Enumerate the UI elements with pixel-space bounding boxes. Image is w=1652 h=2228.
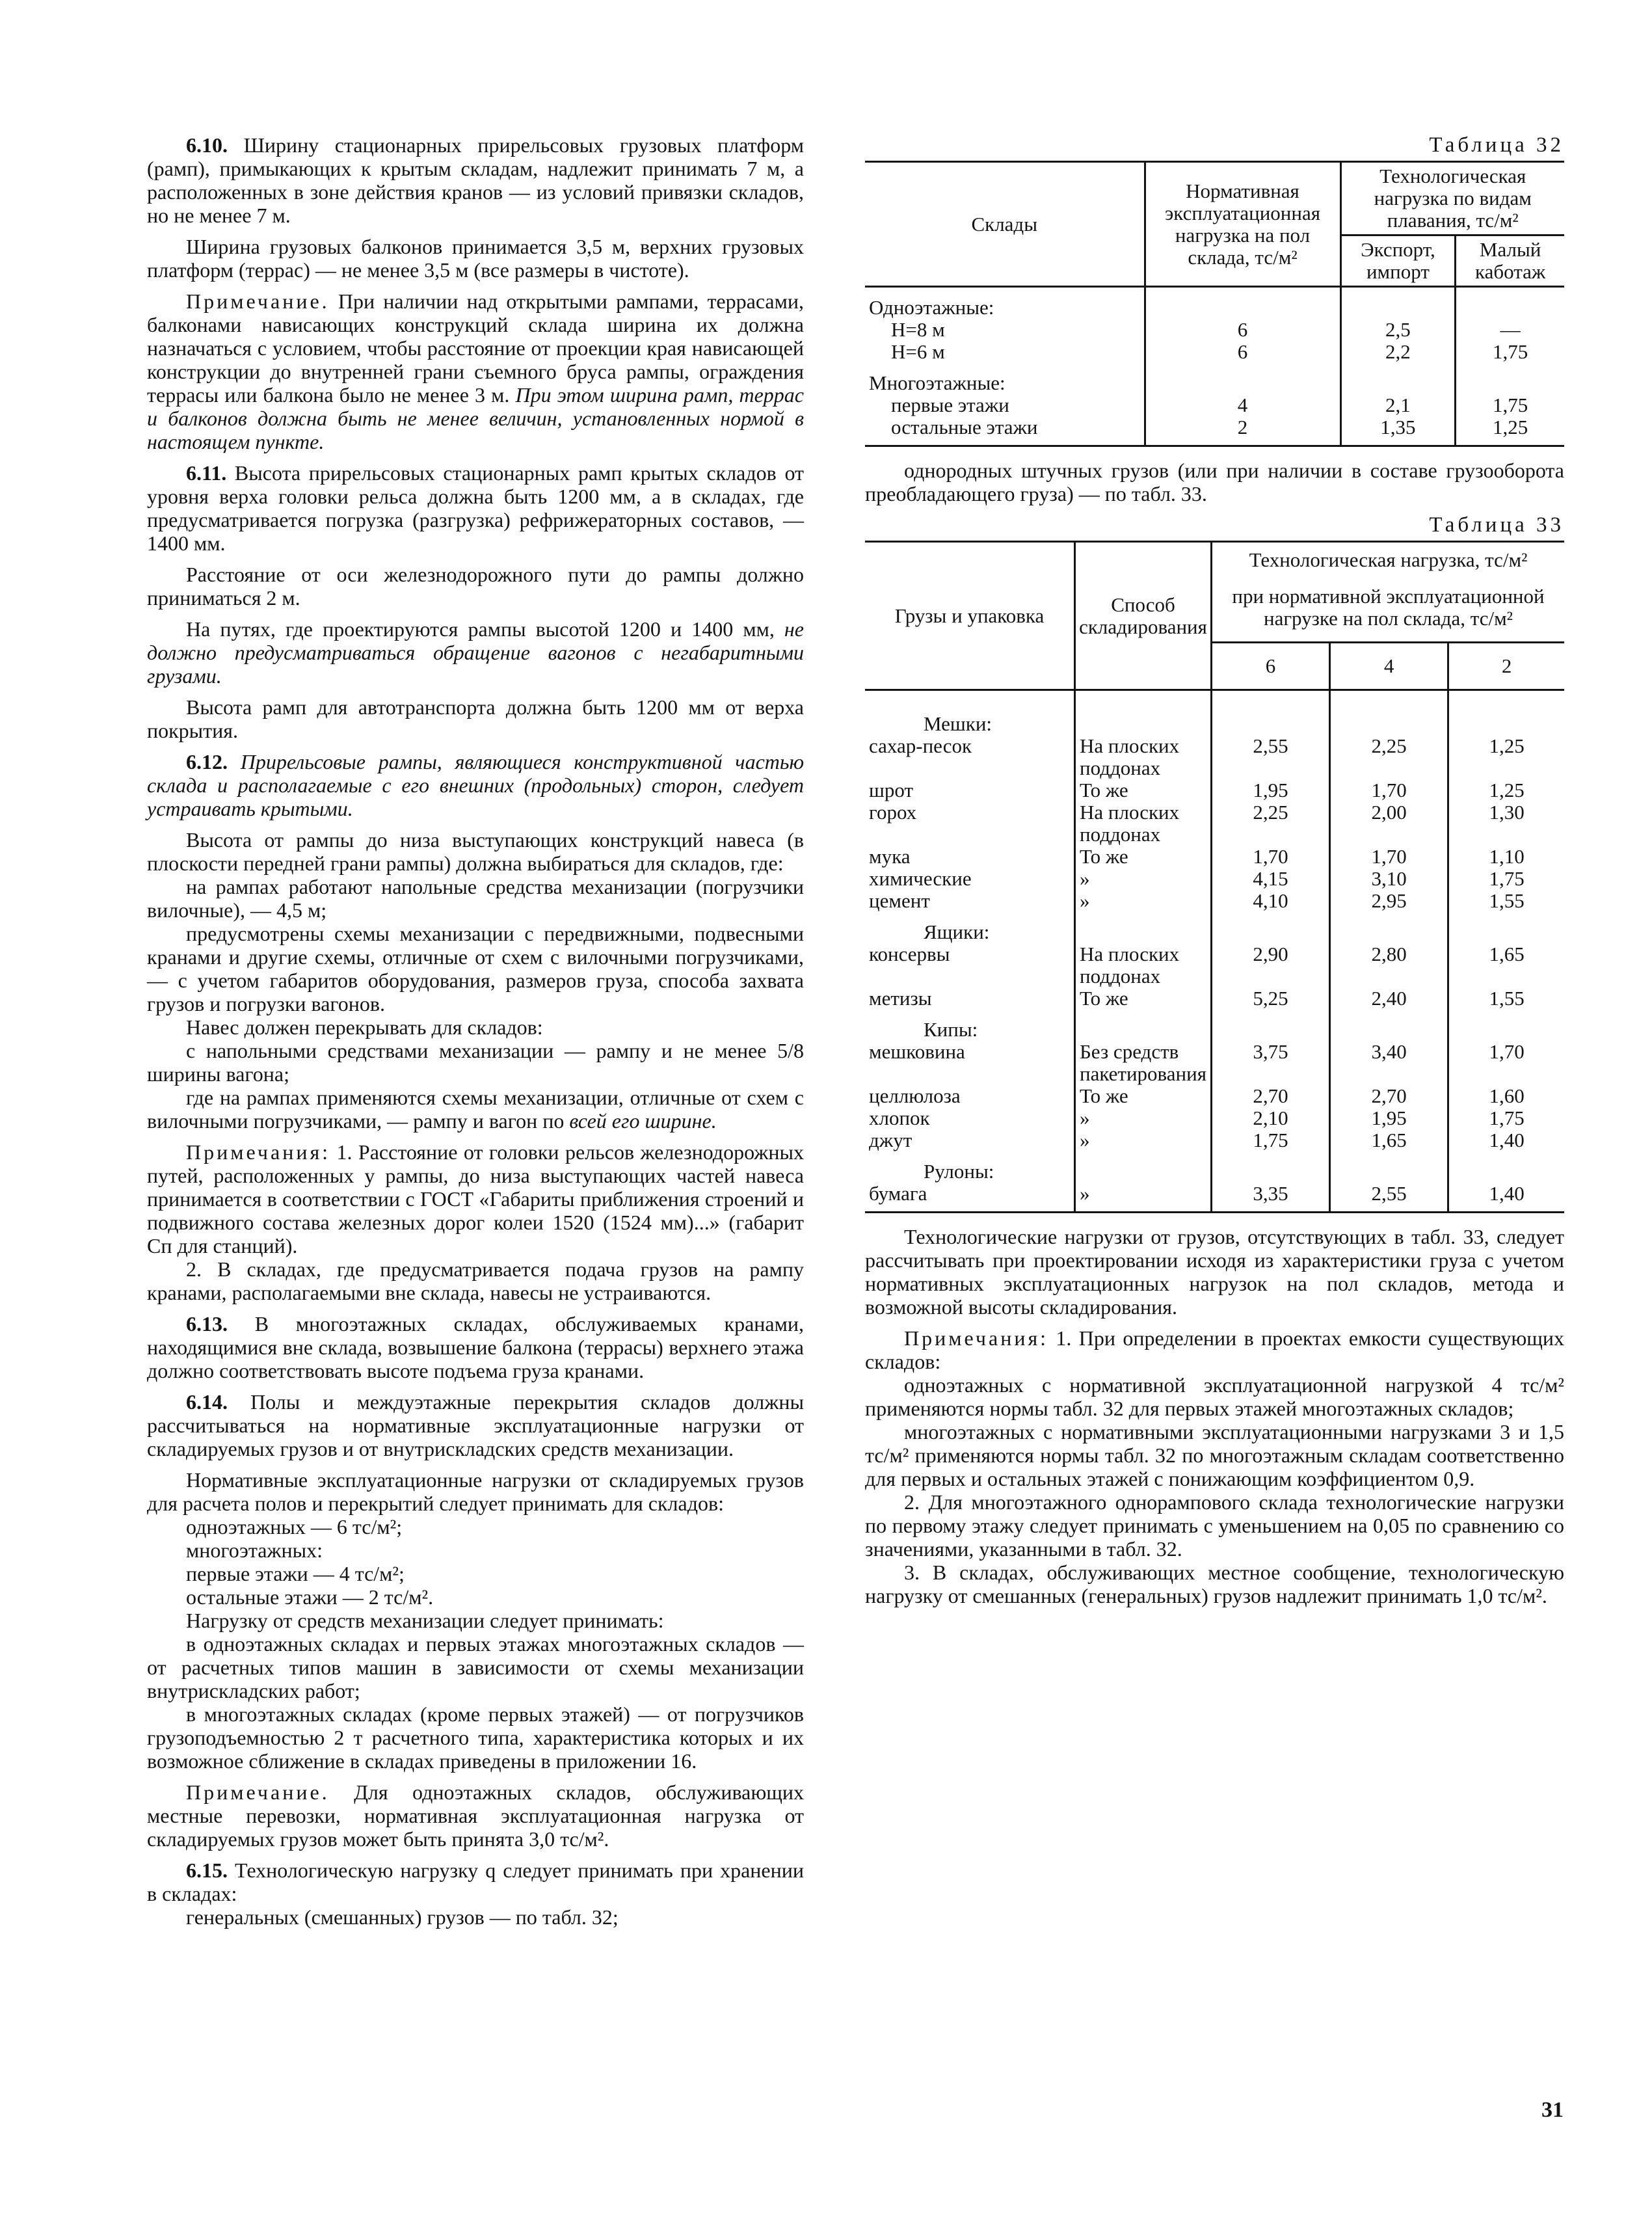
export-load-cell: 2,5: [1340, 319, 1456, 341]
table-32-body: [865, 287, 1564, 446]
kabotazh-load-cell: 1,25: [1493, 416, 1528, 438]
table-33-header-tech: Технологическая нагрузка, тс/м²: [1211, 542, 1564, 574]
paragraph-6-12-f: с напольными средствами механизации — рампу и не менее 5/8 ширины вагона;: [147, 1039, 804, 1086]
load-6-cell: 3,35: [1211, 1183, 1329, 1205]
storage-method-cell: Без средств пакетирования: [1075, 1041, 1212, 1085]
paragraph-6-14-d: в одноэтажных складах и первых этажах многоэтажных складов — от расчетных типов машин в зависимости от схемы механизации внутрискладских работ;: [147, 1632, 804, 1702]
load-4-cell: 3,10: [1330, 868, 1448, 890]
table-33-header-4: 4: [1330, 643, 1448, 690]
paragraph-6-10: 6.10. Ширину стационарных прирельсовых грузовых платформ (рамп), примыкающих к крытым складам, надлежит принимать 7 м, а расположенных в зоне действия кранов — из условий привязки складов, но не менее 7 м.: [147, 133, 804, 227]
norm-load-cell: 6: [1145, 319, 1340, 341]
paragraph-6-14-c: Нагрузку от средств механизации следует принимать:: [186, 1609, 664, 1632]
table-row: [865, 341, 1564, 363]
load-4-cell: [1330, 1151, 1448, 1183]
load-4-cell: [1330, 1010, 1448, 1041]
paragraph-6-10-b: Ширина грузовых балконов принимается 3,5 м, верхних грузовых платформ (террас) — не менее 3,5 м (все размеры в чистоте).: [147, 235, 804, 282]
table-row: [865, 1085, 1564, 1107]
note-6-14: Примечание. Для одноэтажных складов, обслуживающих местные перевозки, нормативная эксплуатационная нагрузка от складируемых грузов может быть принята 3,0 тс/м².: [147, 1780, 805, 1851]
table-33-caption: Таблица 33: [1429, 513, 1564, 537]
load-6-cell: [1211, 912, 1329, 943]
load-6-cell: 4,10: [1211, 890, 1329, 912]
kabotazh-load-cell: [1456, 287, 1564, 319]
row-label: Многоэтажные:: [865, 363, 1145, 394]
table-row: [865, 1129, 1564, 1151]
load-4-cell: 2,40: [1330, 987, 1448, 1010]
goods-label: горох: [865, 801, 1075, 846]
table-row: [865, 779, 1564, 801]
row-label: H=6 м: [865, 341, 1145, 363]
storage-method-cell: То же: [1075, 846, 1212, 868]
table-row: [865, 868, 1564, 890]
norm-load-cell: 2: [1145, 416, 1340, 438]
load-2-cell: 1,25: [1489, 779, 1525, 801]
goods-label: хлопок: [865, 1107, 1075, 1129]
table-32-header-export: Экспорт, импорт: [1340, 235, 1456, 287]
goods-label: Кипы:: [865, 1010, 1075, 1041]
table-row: [865, 1010, 1564, 1041]
load-2-cell: [1448, 704, 1564, 735]
table-end-rule: [865, 438, 1564, 446]
table-33-header-2: 2: [1448, 643, 1564, 690]
table-row: [865, 735, 1564, 779]
table-33-header-method: Способ складирования: [1075, 542, 1212, 690]
table-spacer-row: [865, 690, 1564, 705]
load-2-cell: 1,30: [1489, 801, 1525, 824]
load-2-cell: 1,60: [1489, 1084, 1525, 1107]
paragraph-6-14-b: Нормативные эксплуатационные нагрузки от складируемых грузов для расчета полов и перекрытий следует принимать для складов:: [147, 1468, 804, 1515]
goods-label: Ящики:: [865, 912, 1075, 943]
storage-method-cell: [1075, 1010, 1212, 1041]
table-row: [865, 287, 1564, 319]
table-32-header-tech: Технологическая нагрузка по видам плавания, тс/м²: [1340, 162, 1564, 235]
table-row: [865, 394, 1564, 416]
table-row: [865, 704, 1564, 735]
goods-label: целлюлоза: [865, 1085, 1075, 1107]
load-4-cell: 2,95: [1330, 890, 1448, 912]
notes-1-b: многоэтажных с нормативными эксплуатационными нагрузками 3 и 1,5 тс/м² применяются нормы табл. 32 по многоэтажным складам соответственно для первых и остальных этажей с понижающим коэффициентом 0,9.: [865, 1420, 1564, 1490]
goods-label: джут: [865, 1129, 1075, 1151]
load-2-cell: [1448, 1010, 1564, 1041]
load-6-cell: 5,25: [1211, 987, 1329, 1010]
paragraph-6-12-e: Навес должен перекрывать для складов:: [186, 1015, 543, 1039]
load-6-cell: 2,25: [1211, 801, 1329, 846]
load-4-cell: [1330, 704, 1448, 735]
table-row: [865, 890, 1564, 912]
load-2-cell: [1448, 1151, 1564, 1183]
load-2-cell: 1,55: [1489, 987, 1525, 1010]
load-4-cell: 1,70: [1330, 846, 1448, 868]
load-6-cell: 2,10: [1211, 1107, 1329, 1129]
load-6-cell: 1,75: [1211, 1129, 1329, 1151]
load-2-cell: 1,75: [1489, 867, 1525, 890]
paragraph-6-12-b: Высота от рампы до низа выступающих конструкций навеса (в плоскости передней грани рампы) должна выбираться для складов, где:: [147, 828, 804, 875]
export-load-cell: 2,1: [1340, 394, 1456, 416]
paragraph-6-15: 6.15. Технологическую нагрузку q следует принимать при хранении в складах:: [147, 1859, 805, 1905]
export-load-cell: 2,2: [1340, 341, 1456, 363]
storage-method-cell: [1075, 1151, 1212, 1183]
left-column: [147, 133, 804, 1929]
notes-3: 3. В складах, обслуживающих местное сообщение, технологическую нагрузку от смешанных (генеральных) грузов надлежит принимать 1,0 тс/м².: [865, 1561, 1564, 1607]
paragraph-6-12-g: где на рампах применяются схемы механизации, отличные от схем с вилочными погрузчиками, — рампу и вагон по всей его ширине.: [147, 1086, 804, 1133]
load-2-cell: 1,10: [1489, 845, 1525, 868]
row-label: первые этажи: [865, 394, 1145, 416]
table-32-header-norm: Нормативная эксплуатационная нагрузка на пол склада, тс/м²: [1145, 162, 1340, 287]
paragraph-6-12: 6.12. Прирельсовые рампы, являющиеся конструктивной частью склада и располагаемые с его внешних (продольных) сторон, следует устраивать крытыми.: [147, 750, 805, 820]
storage-method-cell: На плоских поддонах: [1075, 735, 1212, 779]
storage-method-cell: [1075, 912, 1212, 943]
paragraph-6-13: 6.13. В многоэтажных складах, обслуживаемых кранами, находящимися вне склада, возвышение балкона (террасы) верхнего этажа должно соответствовать высоте подъема груза кранами.: [147, 1312, 805, 1382]
table-row: [865, 363, 1564, 394]
kabotazh-load-cell: [1456, 363, 1564, 394]
paragraph-6-12-c: на рампах работают напольные средства механизации (погрузчики вилочные), — 4,5 м;: [147, 875, 804, 922]
goods-label: химические: [865, 868, 1075, 890]
paragraph-6-14: 6.14. Полы и междуэтажные перекрытия складов должны рассчитываться на нормативные эксплуатационные нагрузки от складируемых грузов и от внутрискладских средств механизации.: [147, 1390, 805, 1460]
storage-method-cell: [1075, 704, 1212, 735]
load-4-cell: 1,65: [1330, 1129, 1448, 1151]
table-row: [865, 1107, 1564, 1129]
load-6-cell: 2,55: [1211, 735, 1329, 779]
load-list-item: одноэтажных — 6 тс/м²;: [186, 1515, 403, 1538]
norm-load-cell: [1145, 287, 1340, 319]
kabotazh-load-cell: —: [1500, 318, 1521, 341]
notes-6-12-2: 2. В складах, где предусматривается подача грузов на рампу кранами, располагаемыми вне склада, навесы не устраиваются.: [147, 1257, 804, 1304]
storage-method-cell: »: [1075, 890, 1212, 912]
goods-label: Мешки:: [865, 704, 1075, 735]
load-6-cell: 2,90: [1211, 943, 1329, 987]
table-32-header-kabotazh: Малый каботаж: [1456, 235, 1564, 287]
norm-load-cell: [1145, 363, 1340, 394]
load-4-cell: 2,00: [1330, 801, 1448, 846]
table-row: [865, 319, 1564, 341]
notes-2: 2. Для многоэтажного однорампового склада технологические нагрузки по первому этажу следует принимать с уменьшением на 0,05 по сравнению со значениями, указанными в табл. 32.: [865, 1490, 1564, 1561]
load-6-cell: 1,95: [1211, 779, 1329, 801]
notes-1-a: одноэтажных с нормативной эксплуатационной нагрузкой 4 тс/м² применяются нормы табл. 32 для первых этажей многоэтажных складов;: [865, 1373, 1564, 1420]
load-4-cell: 1,95: [1330, 1107, 1448, 1129]
table-row: [865, 801, 1564, 846]
paragraph-6-11: 6.11. Высота прирельсовых стационарных рамп крытых складов от уровня верха головки рельса должна быть 1200 мм, а в складах, где предусматривается погрузка (разгрузка) рефрижераторных составов, — 1400 мм.: [147, 461, 805, 555]
paragraph-tech-loads: Технологические нагрузки от грузов, отсутствующих в табл. 33, следует рассчитывать при проектировании исходя из характеристики груза с учетом нормативных эксплуатационных нагрузок на пол складов, метода и возможной высоты складирования.: [865, 1225, 1564, 1319]
table-32: [865, 161, 1564, 447]
load-4-cell: 3,40: [1330, 1041, 1448, 1085]
notes-6-12-1: Примечания: 1. Расстояние от головки рельсов железнодорожных путей, расположенных у рампы, до низа выступающих частей навеса принимается в соответствии с ГОСТ «Габариты приближения строений и подвижного состава железных дорог колеи 1520 (1524 мм)...» (габарит Сп для станций).: [147, 1140, 805, 1257]
load-2-cell: 1,75: [1489, 1107, 1525, 1129]
table-32-header-sklady: Склады: [865, 162, 1145, 287]
table-row: [865, 846, 1564, 868]
goods-label: мука: [865, 846, 1075, 868]
table-end-rule: [865, 1205, 1564, 1213]
paragraph-6-11-c: На путях, где проектируются рампы высотой 1200 и 1400 мм, не должно предусматриваться обращение вагонов с негабаритными грузами.: [147, 617, 804, 688]
paragraph-6-11-b: Расстояние от оси железнодорожного пути до рампы должно приниматься 2 м.: [147, 563, 804, 610]
table-33-header-goods: Грузы и упаковка: [865, 542, 1075, 690]
kabotazh-load-cell: 1,75: [1493, 340, 1528, 363]
table-row: [865, 1041, 1564, 1085]
table-row: [865, 912, 1564, 943]
norm-load-cell: 6: [1145, 341, 1340, 363]
export-load-cell: [1340, 287, 1456, 319]
load-6-cell: [1211, 1010, 1329, 1041]
right-column: [865, 133, 1564, 1615]
storage-method-cell: То же: [1075, 1085, 1212, 1107]
table-row: [865, 1151, 1564, 1183]
storage-method-cell: На плоских поддонах: [1075, 943, 1212, 987]
storage-method-cell: То же: [1075, 987, 1212, 1010]
export-load-cell: 1,35: [1340, 416, 1456, 438]
load-2-cell: 1,55: [1489, 889, 1525, 912]
paragraph-6-14-e: в многоэтажных складах (кроме первых этажей) — от погрузчиков грузоподъемностью 2 т расчетного типа, характеристика которых и их возможное сближение в складах приведены в приложении 16.: [147, 1702, 804, 1773]
load-6-cell: 3,75: [1211, 1041, 1329, 1085]
paragraph-after-table-32: однородных штучных грузов (или при наличии в составе грузооборота преобладающего груза) — по табл. 33.: [865, 459, 1564, 505]
table-33-body: [865, 690, 1564, 1213]
table-33-header-norm: при нормативной эксплуатационной нагрузке на пол склада, тс/м²: [1211, 574, 1564, 643]
goods-label: шрот: [865, 779, 1075, 801]
table-row: [865, 416, 1564, 438]
goods-label: сахар-песок: [865, 735, 1075, 779]
table-32-caption: Таблица 32: [1429, 133, 1564, 157]
storage-method-cell: На плоских поддонах: [1075, 801, 1212, 846]
paragraph-6-12-d: предусмотрены схемы механизации с передвижными, подвесными кранами и другие схемы, отличные от схем с вилочными погрузчиками, — с учетом габаритов оборудования, размеров груза, способа захвата грузов и погрузки вагонов.: [147, 922, 804, 1015]
notes-1: Примечания: 1. При определении в проектах емкости существующих складов:: [865, 1326, 1565, 1373]
load-4-cell: 2,55: [1330, 1183, 1448, 1205]
goods-label: мешковина: [865, 1041, 1075, 1085]
load-6-cell: [1211, 704, 1329, 735]
load-4-cell: 1,70: [1330, 779, 1448, 801]
load-4-cell: [1330, 912, 1448, 943]
goods-label: бумага: [865, 1183, 1075, 1205]
load-4-cell: 2,25: [1330, 735, 1448, 779]
note-6-10: Примечание. При наличии над открытыми рампами, террасами, балконами нависающих конструкций склада ширина их должна назначаться с условием, чтобы расстояние от проекции края нависающей конструкции до внутренней грани съемного бруса рампы, ограждения террасы или балкона было не менее 3 м. При этом ширина рамп, террас и балконов должна быть не менее величин, установленных нормой в настоящем пункте.: [147, 289, 805, 453]
load-2-cell: 1,70: [1489, 1040, 1525, 1063]
load-6-cell: 2,70: [1211, 1085, 1329, 1107]
table-row: [865, 1183, 1564, 1205]
norm-load-cell: 4: [1145, 394, 1340, 416]
storage-method-cell: »: [1075, 868, 1212, 890]
load-list-item: первые этажи — 4 тс/м²;: [186, 1562, 405, 1585]
table-33-header-6: 6: [1211, 643, 1329, 690]
kabotazh-load-cell: 1,75: [1493, 394, 1528, 416]
load-6-cell: 1,70: [1211, 846, 1329, 868]
row-label: Одноэтажные:: [865, 287, 1145, 319]
load-4-cell: 2,70: [1330, 1085, 1448, 1107]
storage-method-cell: То же: [1075, 779, 1212, 801]
load-list-item: остальные этажи — 2 тс/м².: [186, 1585, 434, 1609]
storage-method-cell: »: [1075, 1107, 1212, 1129]
load-2-cell: 1,25: [1489, 734, 1525, 757]
goods-label: консервы: [865, 943, 1075, 987]
load-2-cell: [1448, 912, 1564, 943]
row-label: H=8 м: [865, 319, 1145, 341]
goods-label: Рулоны:: [865, 1151, 1075, 1183]
goods-label: метизы: [865, 987, 1075, 1010]
paragraph-6-15-b: генеральных (смешанных) грузов — по табл. 32;: [186, 1905, 619, 1929]
goods-label: цемент: [865, 890, 1075, 912]
load-2-cell: 1,40: [1489, 1129, 1525, 1151]
storage-method-cell: »: [1075, 1183, 1212, 1205]
load-4-cell: 2,80: [1330, 943, 1448, 987]
load-2-cell: 1,65: [1489, 943, 1525, 965]
load-2-cell: 1,40: [1489, 1182, 1525, 1205]
paragraph-6-11-d: Высота рамп для автотранспорта должна быть 1200 мм от верха покрытия.: [147, 695, 804, 742]
page-number: 31: [1541, 2098, 1564, 2122]
table-row: [865, 987, 1564, 1010]
load-6-cell: [1211, 1151, 1329, 1183]
row-label: остальные этажи: [865, 416, 1145, 438]
table-33: [865, 541, 1564, 1213]
export-load-cell: [1340, 363, 1456, 394]
load-6-cell: 4,15: [1211, 868, 1329, 890]
table-row: [865, 943, 1564, 987]
load-list-item: многоэтажных:: [186, 1538, 323, 1562]
storage-method-cell: »: [1075, 1129, 1212, 1151]
